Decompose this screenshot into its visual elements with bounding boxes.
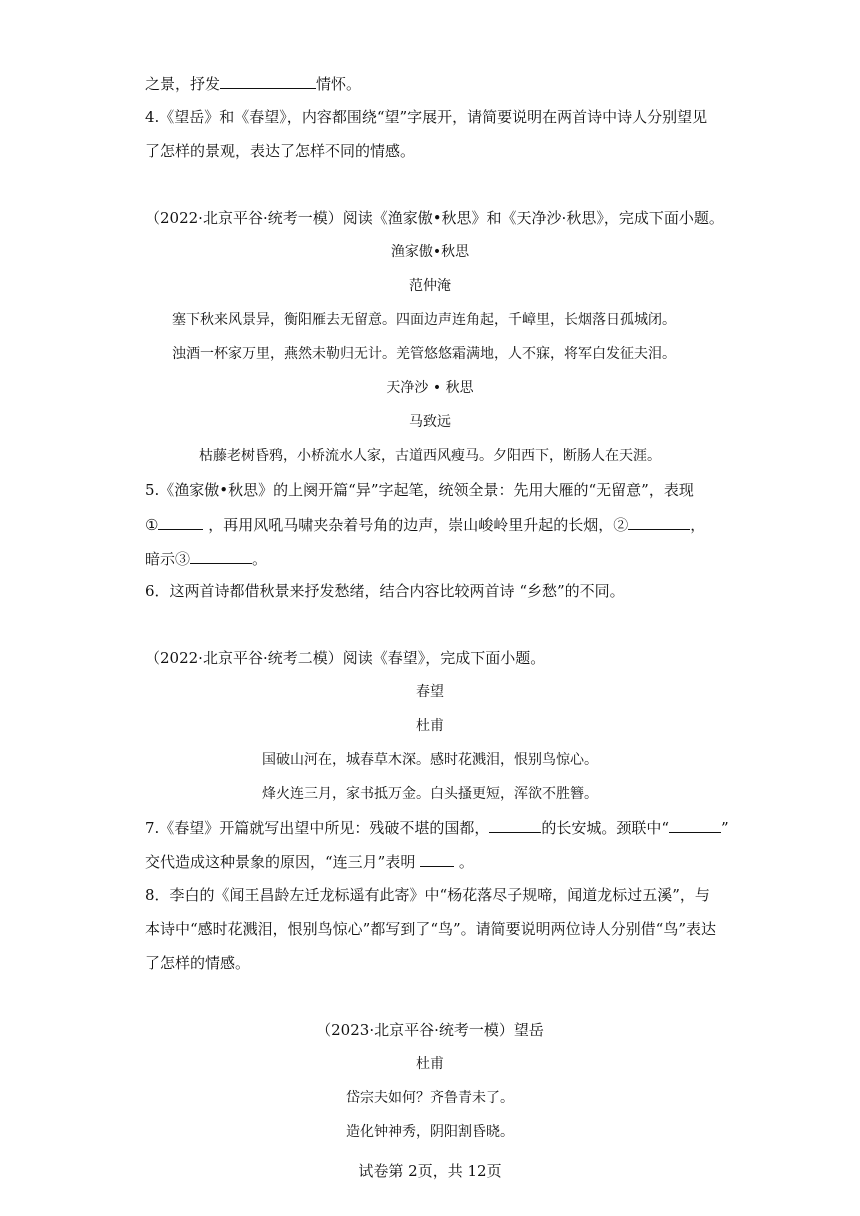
question-7-line-2 bbox=[145, 851, 725, 872]
question-4-line-2: 了怎样的景观，表达了怎样不同的情感。 bbox=[145, 142, 416, 160]
question-8-line-1: 8．李白的《闻王昌龄左迁龙标遥有此寄》中“杨花落尽子规啼，闻道龙标过五溪”，与 bbox=[145, 886, 710, 904]
text-fragment: ， bbox=[690, 516, 706, 534]
poem-line: 塞下秋来风景异，衡阳雁去无留意。四面边声连角起，千嶂里，长烟落日孤城闭。 bbox=[172, 312, 676, 328]
text-fragment: 之景，抒发 bbox=[145, 75, 221, 93]
question-6: 6．这两首诗都借秋景来抒发愁绪，结合内容比较两首诗 “乡愁”的不同。 bbox=[145, 582, 625, 600]
poem-title: 渔家傲•秋思 bbox=[390, 244, 470, 260]
question-5-line-1: 5.《渔家傲•秋思》的上阕开篇“异”字起笔，统领全景：先用大雁的“无留意”，表现 bbox=[145, 481, 694, 499]
answer-blank bbox=[220, 73, 316, 89]
poem-author: 马致远 bbox=[409, 414, 451, 430]
text-line bbox=[145, 73, 725, 94]
answer-blank bbox=[158, 514, 203, 530]
question-5-line-3 bbox=[145, 548, 725, 569]
text-fragment: 情怀。 bbox=[316, 75, 362, 93]
answer-blank bbox=[420, 851, 454, 867]
text-fragment: 7.《春望》开篇就写出望中所见：残破不堪的国都， bbox=[145, 819, 490, 837]
answer-blank bbox=[190, 548, 252, 564]
poem-line: 岱宗夫如何？齐鲁青未了。 bbox=[346, 1090, 514, 1106]
text-fragment: ① bbox=[145, 516, 159, 534]
text-fragment: 交代造成这种景象的原因，“连三月”表明 bbox=[145, 853, 421, 871]
question-8-line-2: 本诗中“感时花溅泪，恨别鸟惊心”都写到了“鸟”。请简要说明两位诗人分别借“鸟”表达 bbox=[145, 920, 717, 938]
text-fragment: 的长安城。颈联中“ bbox=[541, 819, 669, 837]
answer-blank bbox=[489, 817, 541, 833]
poem-line: 烽火连三月，家书抵万金。白头搔更短，浑欲不胜簪。 bbox=[262, 786, 598, 802]
poem-line: 国破山河在，城春草木深。感时花溅泪，恨别鸟惊心。 bbox=[262, 752, 598, 768]
question-8-line-3: 了怎样的情感。 bbox=[145, 954, 251, 972]
poem-author: 杜甫 bbox=[416, 1056, 444, 1072]
answer-blank bbox=[628, 514, 690, 530]
question-5-line-2 bbox=[145, 514, 725, 535]
poem-line: 浊酒一杯家万里，燕然未勒归无计。羌管悠悠霜满地，人不寐，将军白发征夫泪。 bbox=[172, 346, 676, 362]
source-heading: （2023·北京平谷·统考一模）望岳 bbox=[316, 1021, 544, 1039]
poem-title: 天净沙 • 秋思 bbox=[386, 380, 474, 396]
source-heading: （2022·北京平谷·统考二模）阅读《春望》，完成下面小题。 bbox=[145, 649, 546, 667]
poem-title: 春望 bbox=[416, 684, 444, 700]
poem-author: 杜甫 bbox=[416, 718, 444, 734]
question-7-line-1 bbox=[145, 817, 729, 838]
answer-blank bbox=[669, 817, 721, 833]
poem-author: 范仲淹 bbox=[409, 278, 451, 294]
question-4-line-1: 4.《望岳》和《春望》，内容都围绕“望”字展开，请简要说明在两首诗中诗人分别望见 bbox=[145, 108, 708, 126]
text-fragment: ，再用风吼马啸夹杂着号角的边声，崇山峻岭里升起的长烟，② bbox=[208, 516, 629, 534]
source-heading: （2022·北京平谷·统考一模）阅读《渔家傲•秋思》和《天净沙·秋思》，完成下面小题。 bbox=[145, 209, 724, 227]
poem-line: 枯藤老树昏鸦，小桥流水人家，古道西风瘦马。夕阳西下，断肠人在天涯。 bbox=[199, 448, 661, 464]
page-footer: 试卷第 2页，共 12页 bbox=[358, 1162, 502, 1180]
text-fragment: ” bbox=[721, 819, 729, 837]
text-fragment: 暗示③ bbox=[145, 550, 191, 568]
poem-line: 造化钟神秀，阴阳割昏晓。 bbox=[346, 1124, 514, 1140]
text-fragment: 。 bbox=[252, 550, 268, 568]
text-fragment: 。 bbox=[454, 853, 474, 871]
